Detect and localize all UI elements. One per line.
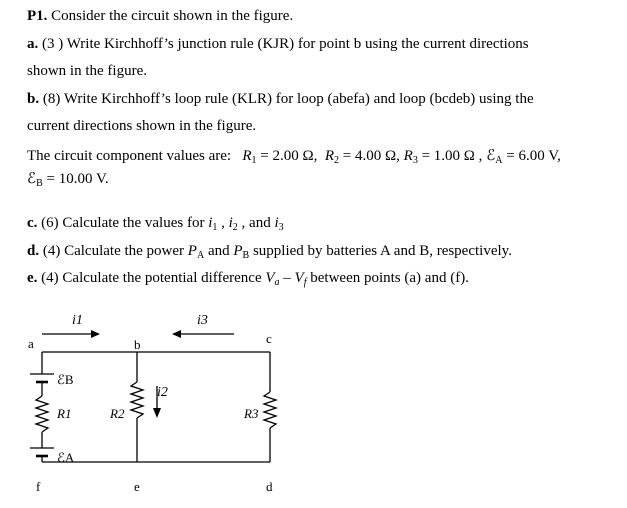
part-e-text: (4) Calculate the potential difference — [41, 270, 262, 286]
part-b-line2: current directions shown in the figure. — [27, 118, 257, 134]
current-label-i2: i2 — [157, 385, 168, 400]
node-label-a: a — [28, 336, 34, 351]
part-c-text: (6) Calculate the values for — [41, 215, 205, 231]
value-eb: = 10.00 V. — [46, 171, 109, 187]
resistor-r2 — [131, 382, 143, 418]
component-values-line1: The circuit component values are: $R_1 = 2.00$ Ω, $R_2 = 4.00$ Ω, $R_3 = 1.00$ Ω , ℰ$_A$ = 6.00 V, — [27, 148, 561, 166]
part-b-text: (8) Write Kirchhoff’s loop rule (KLR) for loop (abefa) and loop (bcdeb) using the — [42, 91, 534, 107]
arrowhead-i1 — [91, 330, 100, 338]
value-r3: = 1.00 Ω , — [421, 148, 483, 164]
node-label-b: b — [134, 337, 141, 352]
node-label-f: f — [36, 479, 41, 494]
node-label-c: c — [266, 331, 272, 346]
arrowhead-i2 — [153, 408, 161, 418]
resistor-r3 — [264, 392, 276, 428]
part-c-line: c. (6) Calculate the values for $i_1$ , $i_2$ , and $i_3$ — [27, 215, 284, 233]
part-d-line: d. (4) Calculate the power $P_A$ and $P_B$ supplied by batteries A and B, respectively. — [27, 243, 512, 261]
label-r3: R3 — [244, 406, 259, 421]
label-ea: ℰA — [57, 450, 75, 465]
values-intro: The circuit component values are: — [27, 148, 232, 164]
part-a-label: a. — [27, 36, 39, 52]
part-e-label: e. — [27, 270, 38, 286]
component-values-line2: ℰ$_B$ = 10.00 V. — [27, 171, 109, 189]
value-ea: = 6.00 V, — [506, 148, 561, 164]
resistor-r1 — [36, 396, 48, 432]
node-label-d: d — [266, 479, 273, 494]
label-r2: R2 — [110, 406, 125, 421]
part-c-label: c. — [27, 215, 38, 231]
current-label-i1: i1 — [72, 313, 83, 328]
node-label-e: e — [134, 479, 140, 494]
part-a-text: (3 ) Write Kirchhoff’s junction rule (KJR) for point b using the current directions — [42, 36, 529, 52]
part-e-line: e. (4) Calculate the potential difference $V_a - V_f$ between points (a) and (f). — [27, 270, 469, 288]
label-eb: ℰB — [57, 372, 74, 387]
value-r1: = 2.00 Ω, — [260, 148, 318, 164]
problem-intro: Consider the circuit shown in the figure. — [51, 8, 294, 24]
label-r1: R1 — [57, 406, 72, 421]
problem-number: P1. — [27, 8, 48, 24]
part-a-line2: shown in the figure. — [27, 63, 147, 79]
part-b-label: b. — [27, 91, 40, 107]
arrowhead-i3 — [172, 330, 181, 338]
part-d-label: d. — [27, 243, 40, 259]
value-r2: = 4.00 Ω, — [342, 148, 400, 164]
part-d-text: (4) Calculate the power — [42, 243, 185, 259]
current-label-i3: i3 — [197, 313, 208, 328]
